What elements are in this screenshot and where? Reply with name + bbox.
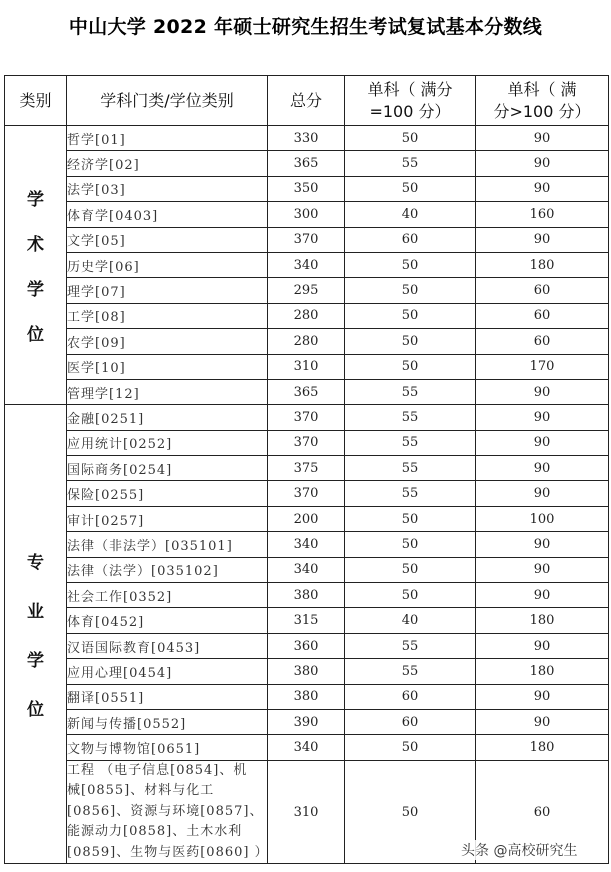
watermark: 头条 @高校研究生 xyxy=(459,840,579,860)
score-single-over-100: 170 xyxy=(476,354,609,379)
table-row xyxy=(5,354,609,379)
discipline-name: 经济学[02] xyxy=(67,151,268,176)
score-total: 375 xyxy=(268,456,345,481)
category-professional xyxy=(5,405,67,864)
score-single-100: 60 xyxy=(345,709,476,734)
score-total: 295 xyxy=(268,278,345,303)
score-single-100: 55 xyxy=(345,633,476,658)
score-single-over-100: 90 xyxy=(476,709,609,734)
score-single-over-100: 180 xyxy=(476,659,609,684)
score-single-over-100: 180 xyxy=(476,735,609,760)
discipline-name: 保险[0255] xyxy=(67,481,268,506)
score-total: 370 xyxy=(268,430,345,455)
score-single-100: 55 xyxy=(345,456,476,481)
discipline-name-line: 工程 （电子信息[0854]、机 xyxy=(67,762,248,778)
discipline-name: 新闻与传播[0552] xyxy=(67,709,268,734)
table-row xyxy=(5,735,609,760)
header-total: 总分 xyxy=(268,76,345,126)
score-single-over-100: 60 xyxy=(476,303,609,328)
score-single-over-100: 90 xyxy=(476,227,609,252)
discipline-name: 体育[0452] xyxy=(67,608,268,633)
discipline-name: 文学[05] xyxy=(67,227,268,252)
score-total: 280 xyxy=(268,329,345,354)
score-single-100: 50 xyxy=(345,354,476,379)
category-label xyxy=(27,175,44,355)
header-single-100-line2: =100 分） xyxy=(369,101,451,121)
discipline-name: 法律（非法学）[035101] xyxy=(67,532,268,557)
table-body xyxy=(5,126,609,864)
score-total: 365 xyxy=(268,379,345,404)
score-single-100: 50 xyxy=(345,176,476,201)
table-row xyxy=(5,633,609,658)
score-single-over-100: 90 xyxy=(476,430,609,455)
score-single-100: 50 xyxy=(345,252,476,277)
table-row xyxy=(5,202,609,227)
table-row xyxy=(5,329,609,354)
score-single-over-100: 90 xyxy=(476,379,609,404)
score-single-100: 50 xyxy=(345,557,476,582)
table-row xyxy=(5,405,609,430)
table-header-row xyxy=(5,76,609,126)
table-row xyxy=(5,481,609,506)
discipline-name: 法律（法学）[035102] xyxy=(67,557,268,582)
score-single-over-100: 60 xyxy=(476,278,609,303)
score-single-100: 50 xyxy=(345,329,476,354)
discipline-name: 文物与博物馆[0651] xyxy=(67,735,268,760)
table-row xyxy=(5,430,609,455)
category-char: 业 xyxy=(27,602,44,623)
score-total: 340 xyxy=(268,532,345,557)
category-char: 专 xyxy=(27,553,44,574)
table-row xyxy=(5,506,609,531)
score-single-over-100: 90 xyxy=(476,557,609,582)
score-single-over-100: 90 xyxy=(476,684,609,709)
score-total: 340 xyxy=(268,557,345,582)
score-single-100: 40 xyxy=(345,202,476,227)
category-char: 位 xyxy=(27,325,44,346)
table-row xyxy=(5,659,609,684)
table-row xyxy=(5,557,609,582)
score-single-over-100: 90 xyxy=(476,456,609,481)
discipline-name: 汉语国际教育[0453] xyxy=(67,633,268,658)
score-total: 380 xyxy=(268,684,345,709)
table-row xyxy=(5,684,609,709)
score-total: 310 xyxy=(268,354,345,379)
score-single-over-100: 180 xyxy=(476,608,609,633)
header-single-over-100 xyxy=(476,76,609,126)
score-total: 340 xyxy=(268,735,345,760)
score-total: 300 xyxy=(268,202,345,227)
score-total: 390 xyxy=(268,709,345,734)
score-single-over-100: 90 xyxy=(476,126,609,151)
score-single-100: 60 xyxy=(345,684,476,709)
score-total: 370 xyxy=(268,481,345,506)
score-single-100: 60 xyxy=(345,227,476,252)
discipline-name: 体育学[0403] xyxy=(67,202,268,227)
header-single-over-100-line2: 分>100 分） xyxy=(493,101,591,121)
score-single-100: 50 xyxy=(345,126,476,151)
score-single-100: 40 xyxy=(345,608,476,633)
score-single-100: 50 xyxy=(345,583,476,608)
header-single-100 xyxy=(345,76,476,126)
discipline-name: 农学[09] xyxy=(67,329,268,354)
score-single-100: 50 xyxy=(345,303,476,328)
score-single-over-100: 60 xyxy=(476,329,609,354)
discipline-name: 理学[07] xyxy=(67,278,268,303)
score-single-100: 55 xyxy=(345,481,476,506)
score-single-100: 50 xyxy=(345,760,476,864)
discipline-name: 应用心理[0454] xyxy=(67,659,268,684)
score-total: 310 xyxy=(268,760,345,864)
header-single-100-line1: 单科（ 满分 xyxy=(367,79,453,99)
table-row xyxy=(5,278,609,303)
discipline-name: 管理学[12] xyxy=(67,379,268,404)
category-academic xyxy=(5,126,67,405)
discipline-name: 社会工作[0352] xyxy=(67,583,268,608)
table-row xyxy=(5,176,609,201)
category-char: 学 xyxy=(27,651,44,672)
score-single-over-100: 90 xyxy=(476,481,609,506)
category-char: 学 xyxy=(27,280,44,301)
discipline-name: 医学[10] xyxy=(67,354,268,379)
score-total: 370 xyxy=(268,227,345,252)
discipline-name: 审计[0257] xyxy=(67,506,268,531)
score-total: 315 xyxy=(268,608,345,633)
score-single-over-100: 90 xyxy=(476,405,609,430)
score-single-100: 50 xyxy=(345,735,476,760)
table-row xyxy=(5,709,609,734)
score-total: 370 xyxy=(268,405,345,430)
discipline-name: 法学[03] xyxy=(67,176,268,201)
discipline-name-line: 能源动力[0858]、土木水利 xyxy=(67,824,243,840)
table-row xyxy=(5,583,609,608)
score-single-over-100: 90 xyxy=(476,583,609,608)
score-total: 380 xyxy=(268,583,345,608)
score-table xyxy=(4,75,609,864)
score-total: 350 xyxy=(268,176,345,201)
score-total: 365 xyxy=(268,151,345,176)
table-row xyxy=(5,227,609,252)
score-single-over-100: 60 xyxy=(476,760,609,864)
score-single-100: 55 xyxy=(345,430,476,455)
score-total: 340 xyxy=(268,252,345,277)
discipline-name-line: 械[0855]、材料与化工 xyxy=(67,783,215,799)
header-category: 类别 xyxy=(5,76,67,126)
table-row xyxy=(5,303,609,328)
score-total: 380 xyxy=(268,659,345,684)
category-char: 术 xyxy=(27,235,44,256)
table-row xyxy=(5,252,609,277)
category-label xyxy=(27,536,44,732)
discipline-name-line: [0859]、生物与医药[0860] ） xyxy=(67,844,269,860)
discipline-name: 哲学[01] xyxy=(67,126,268,151)
score-total: 360 xyxy=(268,633,345,658)
score-single-over-100: 100 xyxy=(476,506,609,531)
score-single-over-100: 90 xyxy=(476,532,609,557)
score-single-100: 50 xyxy=(345,506,476,531)
discipline-name: 应用统计[0252] xyxy=(67,430,268,455)
score-single-100: 55 xyxy=(345,151,476,176)
score-single-100: 50 xyxy=(345,532,476,557)
category-char: 位 xyxy=(27,700,44,721)
header-single-over-100-line1: 单科（ 满 xyxy=(507,79,577,99)
table-row xyxy=(5,532,609,557)
discipline-name-line: [0856]、资源与环境[0857]、 xyxy=(67,803,264,819)
table-row xyxy=(5,608,609,633)
discipline-name: 历史学[06] xyxy=(67,252,268,277)
category-char: 学 xyxy=(27,190,44,211)
discipline-name: 金融[0251] xyxy=(67,405,268,430)
discipline-name: 翻译[0551] xyxy=(67,684,268,709)
discipline-name xyxy=(67,760,268,864)
table-row xyxy=(5,456,609,481)
discipline-name: 国际商务[0254] xyxy=(67,456,268,481)
score-single-over-100: 90 xyxy=(476,176,609,201)
score-single-over-100: 90 xyxy=(476,151,609,176)
table-row xyxy=(5,379,609,404)
header-discipline: 学科门类/学位类别 xyxy=(67,76,268,126)
score-total: 330 xyxy=(268,126,345,151)
score-single-over-100: 180 xyxy=(476,252,609,277)
score-single-over-100: 90 xyxy=(476,633,609,658)
discipline-name: 工学[08] xyxy=(67,303,268,328)
score-single-100: 55 xyxy=(345,405,476,430)
score-total: 200 xyxy=(268,506,345,531)
score-single-100: 50 xyxy=(345,278,476,303)
table-row xyxy=(5,151,609,176)
score-single-100: 55 xyxy=(345,379,476,404)
score-single-100: 55 xyxy=(345,659,476,684)
page-title: 中山大学 2022 年硕士研究生招生考试复试基本分数线 xyxy=(68,16,543,38)
table-row xyxy=(5,126,609,151)
score-single-over-100: 160 xyxy=(476,202,609,227)
score-total: 280 xyxy=(268,303,345,328)
